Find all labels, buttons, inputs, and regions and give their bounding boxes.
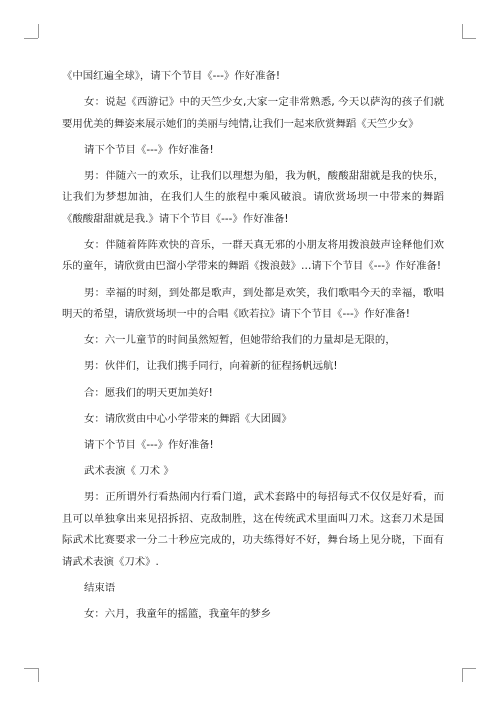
crop-mark-top-left-v [38, 24, 39, 38]
crop-mark-bottom-right-v [462, 668, 463, 682]
paragraph: 结束语 [84, 581, 116, 594]
crop-mark-top-right-v [462, 24, 463, 38]
paragraph: 男：伴随六一的欢乐，让我们以理想为船，我为帆，酸酸甜甜就是我的快乐，让我们为梦想加油，在我们人生的旅程中乘风破浪。请欣赏场坝一中带来的舞蹈《酸酸甜甜就是我.》请下个节目《---》作好准备! [62, 170, 444, 225]
paragraph: 《中国红遍全球》，请下个节目《---》作好准备! [62, 70, 281, 82]
paragraph: 武术表演《 刀术 》 [84, 465, 174, 478]
paragraph: 男：正所谓外行看热闹内行看门道，武术套路中的每招每式不仅仅是好看，而且可以单独拿出来见招拆招、克敌制胜，这在传统武术里面叫刀术。这套刀术是国际武术比赛要求一分二十秒应完成的，功夫练得好不好，舞台场上见分晓，下面有请武术表演《刀术》. [62, 491, 444, 568]
crop-mark-bottom-left-v [38, 668, 39, 682]
paragraph: 女：伴随着阵阵欢快的音乐，一群天真无邪的小朋友将用拨浪鼓声诠释他们欢乐的童年，请欣赏由巴溜小学带来的舞蹈《拨浪鼓》…请下个节目《---》作好准备! [62, 239, 444, 273]
paragraph: 女：六一儿童节的时间虽然短暂，但她带给我们的力量却是无限的， [84, 334, 396, 347]
crop-mark-top-left-h [24, 38, 38, 39]
paragraph: 请下个节目《---》作好准备! [84, 439, 214, 452]
document-body [62, 66, 444, 630]
paragraph: 请下个节目《---》作好准备! [84, 143, 214, 156]
crop-mark-top-right-h [462, 38, 476, 39]
paragraph: 男：幸福的时刻，到处都是歌声，到处都是欢笑，我们歌唱今天的幸福，歌唱明天的希望，请欣赏场坝一中的合唱《欧若拉》请下个节目《---》作好准备! [62, 286, 444, 321]
crop-mark-bottom-right-h [462, 668, 476, 669]
crop-mark-bottom-left-h [24, 668, 38, 669]
paragraph: 女：说起《西游记》中的天竺少女,大家一定非常熟悉, 今天以萨沟的孩子们就要用优美的舞姿来展示她们的美丽与纯情,让我们一起来欣赏舞蹈《天竺少女》 [62, 96, 444, 130]
paragraph: 男：伙伴们，让我们携手同行，向着新的征程扬帆远航! [84, 360, 338, 373]
paragraph: 合：愿我们的明天更加美好! [84, 386, 213, 399]
paragraph: 女：请欣赏由中心小学带来的舞蹈《大团圆》 [84, 412, 292, 425]
paragraph: 女：六月，我童年的摇篮，我童年的梦乡 [84, 608, 272, 621]
